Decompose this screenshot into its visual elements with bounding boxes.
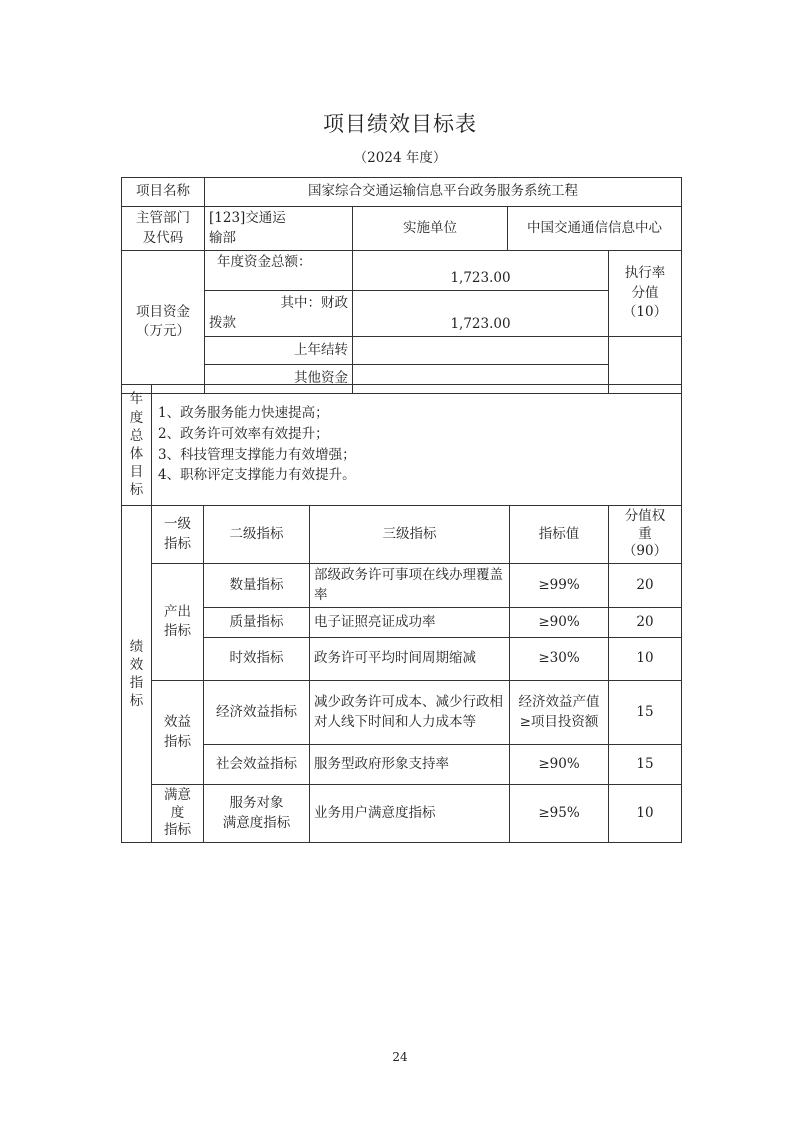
impl-unit-label: 实施单位 (353, 207, 508, 251)
dept-label (122, 207, 205, 251)
group-satisfaction-line2: 度 (170, 804, 185, 821)
dept-value-line1: [123]交通运 (209, 210, 286, 226)
exec-rate-line3: （10） (622, 304, 668, 321)
project-info-table (121, 177, 682, 394)
indicators-label-char: 绩 (129, 638, 144, 655)
page-number: 24 (392, 1050, 408, 1064)
goal-item: 1、政务服务能力快速提高； (158, 405, 329, 422)
exec-rate-cell (609, 251, 682, 337)
goals-label-char: 度 (129, 409, 144, 426)
goals-label-char: 年 (129, 391, 144, 408)
header-weight-line2: 重 (638, 525, 652, 542)
funds-fiscal-label-line2: 拨款 (209, 314, 236, 331)
row-level2: 时效指标 (204, 638, 310, 681)
dept-label-line1: 主管部门 (136, 210, 190, 226)
indicators-side-label (122, 506, 152, 843)
row-level3: 政务许可平均时间周期缩减 (310, 638, 510, 681)
goal-item: 3、科技管理支撑能力有效增强； (158, 446, 356, 463)
group-output-line1: 产出 (164, 603, 191, 620)
project-name-value: 国家综合交通运输信息平台政务服务系统工程 (205, 178, 682, 207)
funds-other-label: 其他资金 (205, 365, 353, 394)
row-level3: 电子证照亮证成功率 (310, 608, 510, 638)
row-weight: 15 (609, 745, 682, 785)
funds-fiscal-value: 1,723.00 (353, 291, 609, 337)
impl-unit-value: 中国交通通信信息中心 (508, 207, 682, 251)
header-weight-line3: （90） (622, 543, 668, 560)
row-weight: 10 (609, 785, 682, 843)
goals-label-char: 总 (129, 427, 144, 444)
group-benefit (152, 681, 204, 785)
header-level1 (152, 506, 204, 564)
row-level2: 经济效益指标 (204, 681, 310, 745)
row-value: 经济效益产值≥项目投资额 (510, 681, 609, 745)
funds-carry-label: 上年结转 (205, 337, 353, 365)
funds-fiscal-label (205, 291, 353, 337)
goals-label-char: 体 (129, 446, 144, 462)
goals-label-char: 目 (129, 464, 144, 481)
row-level2-line2: 满意度指标 (222, 814, 291, 831)
dept-value-line2: 输部 (209, 229, 236, 246)
exec-rate-line1: 执行率 (624, 265, 666, 282)
funds-fiscal-label-line1: 其中：财政 (280, 295, 348, 312)
group-satisfaction-line1: 满意 (164, 787, 191, 804)
group-output-line2: 指标 (164, 623, 191, 640)
indicators-table (121, 505, 682, 843)
row-level3: 减少政务许可成本、减少行政相对人线下时间和人力成本等 (310, 681, 510, 745)
project-name-label: 项目名称 (122, 178, 205, 207)
group-benefit-line1: 效益 (164, 714, 191, 731)
goals-label-char: 标 (129, 482, 144, 499)
document-title: 项目绩效目标表 (323, 112, 477, 136)
annual-goals-table (121, 384, 682, 506)
annual-goals-label (122, 385, 152, 506)
row-level3: 部级政务许可事项在线办理覆盖率 (310, 564, 510, 608)
row-level2 (204, 785, 310, 843)
row-value: ≥90% (510, 745, 609, 785)
row-value: ≥30% (510, 638, 609, 681)
header-level2: 二级指标 (204, 506, 310, 564)
row-level2: 质量指标 (204, 608, 310, 638)
header-weight-line1: 分值权 (624, 508, 666, 525)
funds-total-label: 年度资金总额： (205, 251, 353, 291)
header-weight (609, 506, 682, 564)
funds-label-line1: 项目资金 (136, 303, 190, 320)
row-level2-line1: 服务对象 (229, 795, 284, 812)
exec-rate-line2: 分值 (631, 284, 659, 301)
row-level2: 数量指标 (204, 564, 310, 608)
funds-label-line2: （万元） (136, 323, 190, 340)
group-benefit-line2: 指标 (164, 733, 191, 750)
goal-item: 2、政务许可效率有效提升； (158, 425, 329, 442)
document-year: （2024 年度） (353, 150, 447, 166)
funds-total-value: 1,723.00 (353, 251, 609, 291)
funds-label (122, 251, 205, 394)
indicators-label-char: 标 (129, 693, 144, 710)
annual-goals-content (152, 385, 682, 506)
row-weight: 10 (609, 638, 682, 681)
row-weight: 20 (609, 608, 682, 638)
row-value: ≥90% (510, 608, 609, 638)
header-value: 指标值 (510, 506, 609, 564)
row-weight: 20 (609, 564, 682, 608)
goal-item: 4、职称评定支撑能力有效提升。 (158, 467, 356, 484)
row-value: ≥95% (510, 785, 609, 843)
header-level3: 三级指标 (310, 506, 510, 564)
group-satisfaction-line3: 指标 (164, 822, 191, 839)
dept-value (205, 207, 353, 251)
header-level1-line2: 指标 (164, 535, 191, 552)
header-level1-line1: 一级 (164, 515, 191, 532)
row-weight: 15 (609, 681, 682, 745)
group-output (152, 564, 204, 681)
row-value: ≥99% (510, 564, 609, 608)
row-level2: 社会效益指标 (204, 745, 310, 785)
row-level3: 业务用户满意度指标 (310, 785, 510, 843)
dept-label-line2: 及代码 (142, 229, 184, 246)
indicators-label-char: 指 (129, 675, 144, 692)
row-level3: 服务型政府形象支持率 (310, 745, 510, 785)
indicators-label-char: 效 (129, 656, 144, 673)
group-satisfaction (152, 785, 204, 843)
funds-carry-value (353, 337, 609, 365)
